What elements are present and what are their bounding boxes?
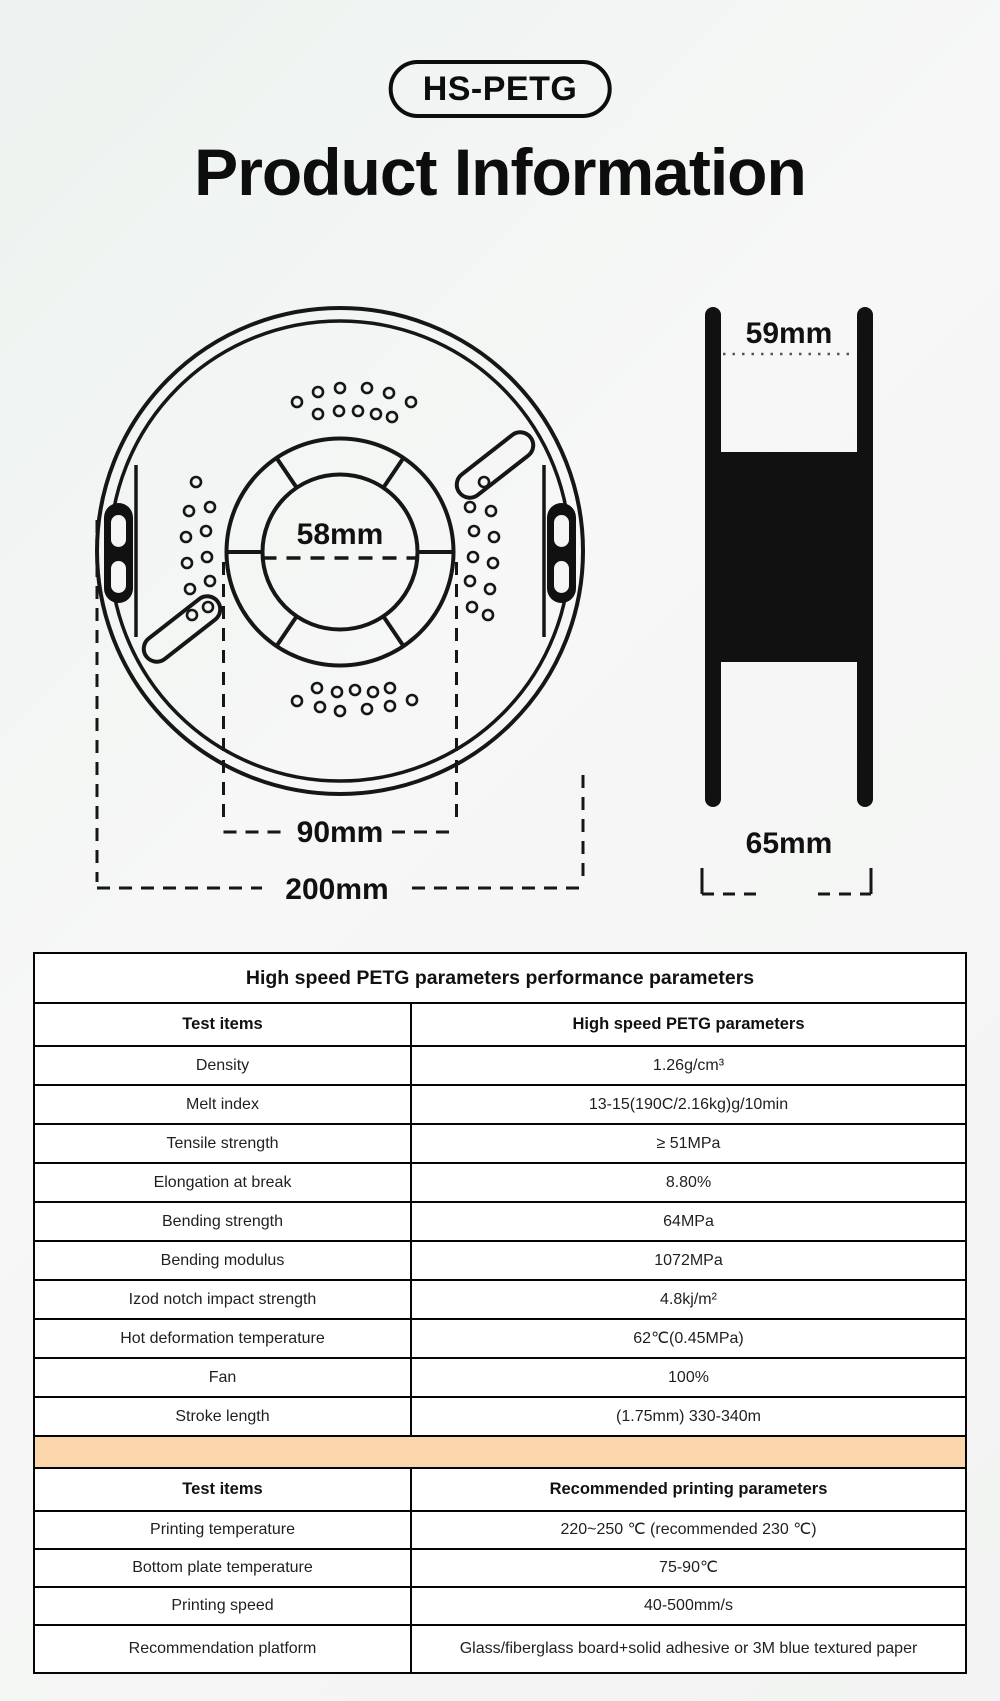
value-cell: ≥ 51MPa xyxy=(656,1134,721,1152)
test-item-cell: Tensile strength xyxy=(35,1125,412,1162)
spec-table xyxy=(33,952,967,1674)
dimension-65mm-bracket xyxy=(702,868,871,894)
hub-spokes xyxy=(227,458,454,646)
spool-side-view xyxy=(702,307,873,894)
spool-outer-circle xyxy=(97,308,583,794)
table-row xyxy=(35,1086,965,1125)
test-item-cell: Bending modulus xyxy=(35,1242,412,1279)
test-item-cell: Printing temperature xyxy=(35,1512,412,1548)
test-item-cell: Recommendation platform xyxy=(35,1626,412,1672)
vent-holes-top xyxy=(292,383,416,422)
test-item-cell: Bottom plate temperature xyxy=(35,1550,412,1586)
value-cell: 1.26g/cm³ xyxy=(652,1056,725,1074)
table-title: High speed PETG parameters performance parameters xyxy=(35,954,965,1004)
diagonal-slot-left xyxy=(139,591,226,667)
test-item-cell: Izod notch impact strength xyxy=(35,1281,412,1318)
rim-slot-left xyxy=(104,503,133,603)
table-row xyxy=(35,1359,965,1398)
dimension-58mm xyxy=(263,518,418,558)
vent-holes-bottom xyxy=(292,683,417,716)
product-badge xyxy=(389,60,612,118)
test-item-cell: Elongation at break xyxy=(35,1164,412,1201)
header-test-items-2: Test items xyxy=(35,1469,412,1510)
table-header-row xyxy=(35,1004,965,1047)
header-recommended: Recommended printing parameters xyxy=(549,1480,828,1499)
side-filament-block xyxy=(705,452,873,662)
table-row xyxy=(35,1281,965,1320)
table-row xyxy=(35,1242,965,1281)
test-item-cell: Melt index xyxy=(35,1086,412,1123)
page-title: Product Information xyxy=(194,135,806,209)
test-item-cell: Printing speed xyxy=(35,1588,412,1624)
rim-slot-right xyxy=(547,503,576,603)
test-item-cell: Hot deformation temperature xyxy=(35,1320,412,1357)
table-row xyxy=(35,1512,965,1550)
product-badge-label: HS-PETG xyxy=(422,69,578,108)
spool-front-view xyxy=(97,308,583,794)
value-cell: 62℃(0.45MPa) xyxy=(633,1329,744,1347)
test-item-cell: Density xyxy=(35,1047,412,1084)
section-divider-band xyxy=(35,1437,965,1469)
test-item-cell: Bending strength xyxy=(35,1203,412,1240)
test-item-cell: Fan xyxy=(35,1359,412,1396)
value-cell: (1.75mm) 330-340m xyxy=(616,1407,761,1425)
dimension-200mm-label: 200mm xyxy=(285,873,389,906)
value-cell: 75-90℃ xyxy=(659,1559,718,1576)
test-item-cell: Stroke length xyxy=(35,1398,412,1435)
dimension-65mm-label: 65mm xyxy=(745,827,833,860)
table-row xyxy=(35,1047,965,1086)
table-row xyxy=(35,1125,965,1164)
value-cell: 4.8kj/m² xyxy=(660,1290,717,1308)
header-test-items: Test items xyxy=(35,1004,412,1045)
value-cell: 64MPa xyxy=(663,1212,714,1230)
value-cell: 100% xyxy=(668,1368,709,1386)
dimension-59mm-label: 59mm xyxy=(745,317,833,350)
table-row xyxy=(35,1164,965,1203)
value-cell: 1072MPa xyxy=(654,1251,723,1269)
table-row xyxy=(35,1398,965,1437)
spool-diagram xyxy=(0,270,1000,930)
table-row xyxy=(35,1203,965,1242)
value-cell: 40-500mm/s xyxy=(644,1597,733,1614)
dimension-58mm-label: 58mm xyxy=(296,518,384,551)
value-cell: 220~250 ℃ (recommended 230 ℃) xyxy=(560,1521,817,1538)
header-parameters: High speed PETG parameters xyxy=(572,1015,805,1034)
value-cell: Glass/fiberglass board+solid adhesive or 3M blue textured paper xyxy=(459,1640,918,1657)
hub-hole-circle xyxy=(263,475,418,630)
diagonal-slot-top-right xyxy=(452,427,539,503)
table-row xyxy=(35,1588,965,1626)
table-row xyxy=(35,1550,965,1588)
table-row xyxy=(35,1320,965,1359)
value-cell: 8.80% xyxy=(665,1173,712,1191)
table-header-row-2 xyxy=(35,1469,965,1512)
spool-inner-circle xyxy=(110,321,570,781)
value-cell: 13-15(190C/2.16kg)g/10min xyxy=(588,1095,789,1113)
table-row xyxy=(35,1626,965,1672)
dimension-90mm-label: 90mm xyxy=(296,816,384,849)
